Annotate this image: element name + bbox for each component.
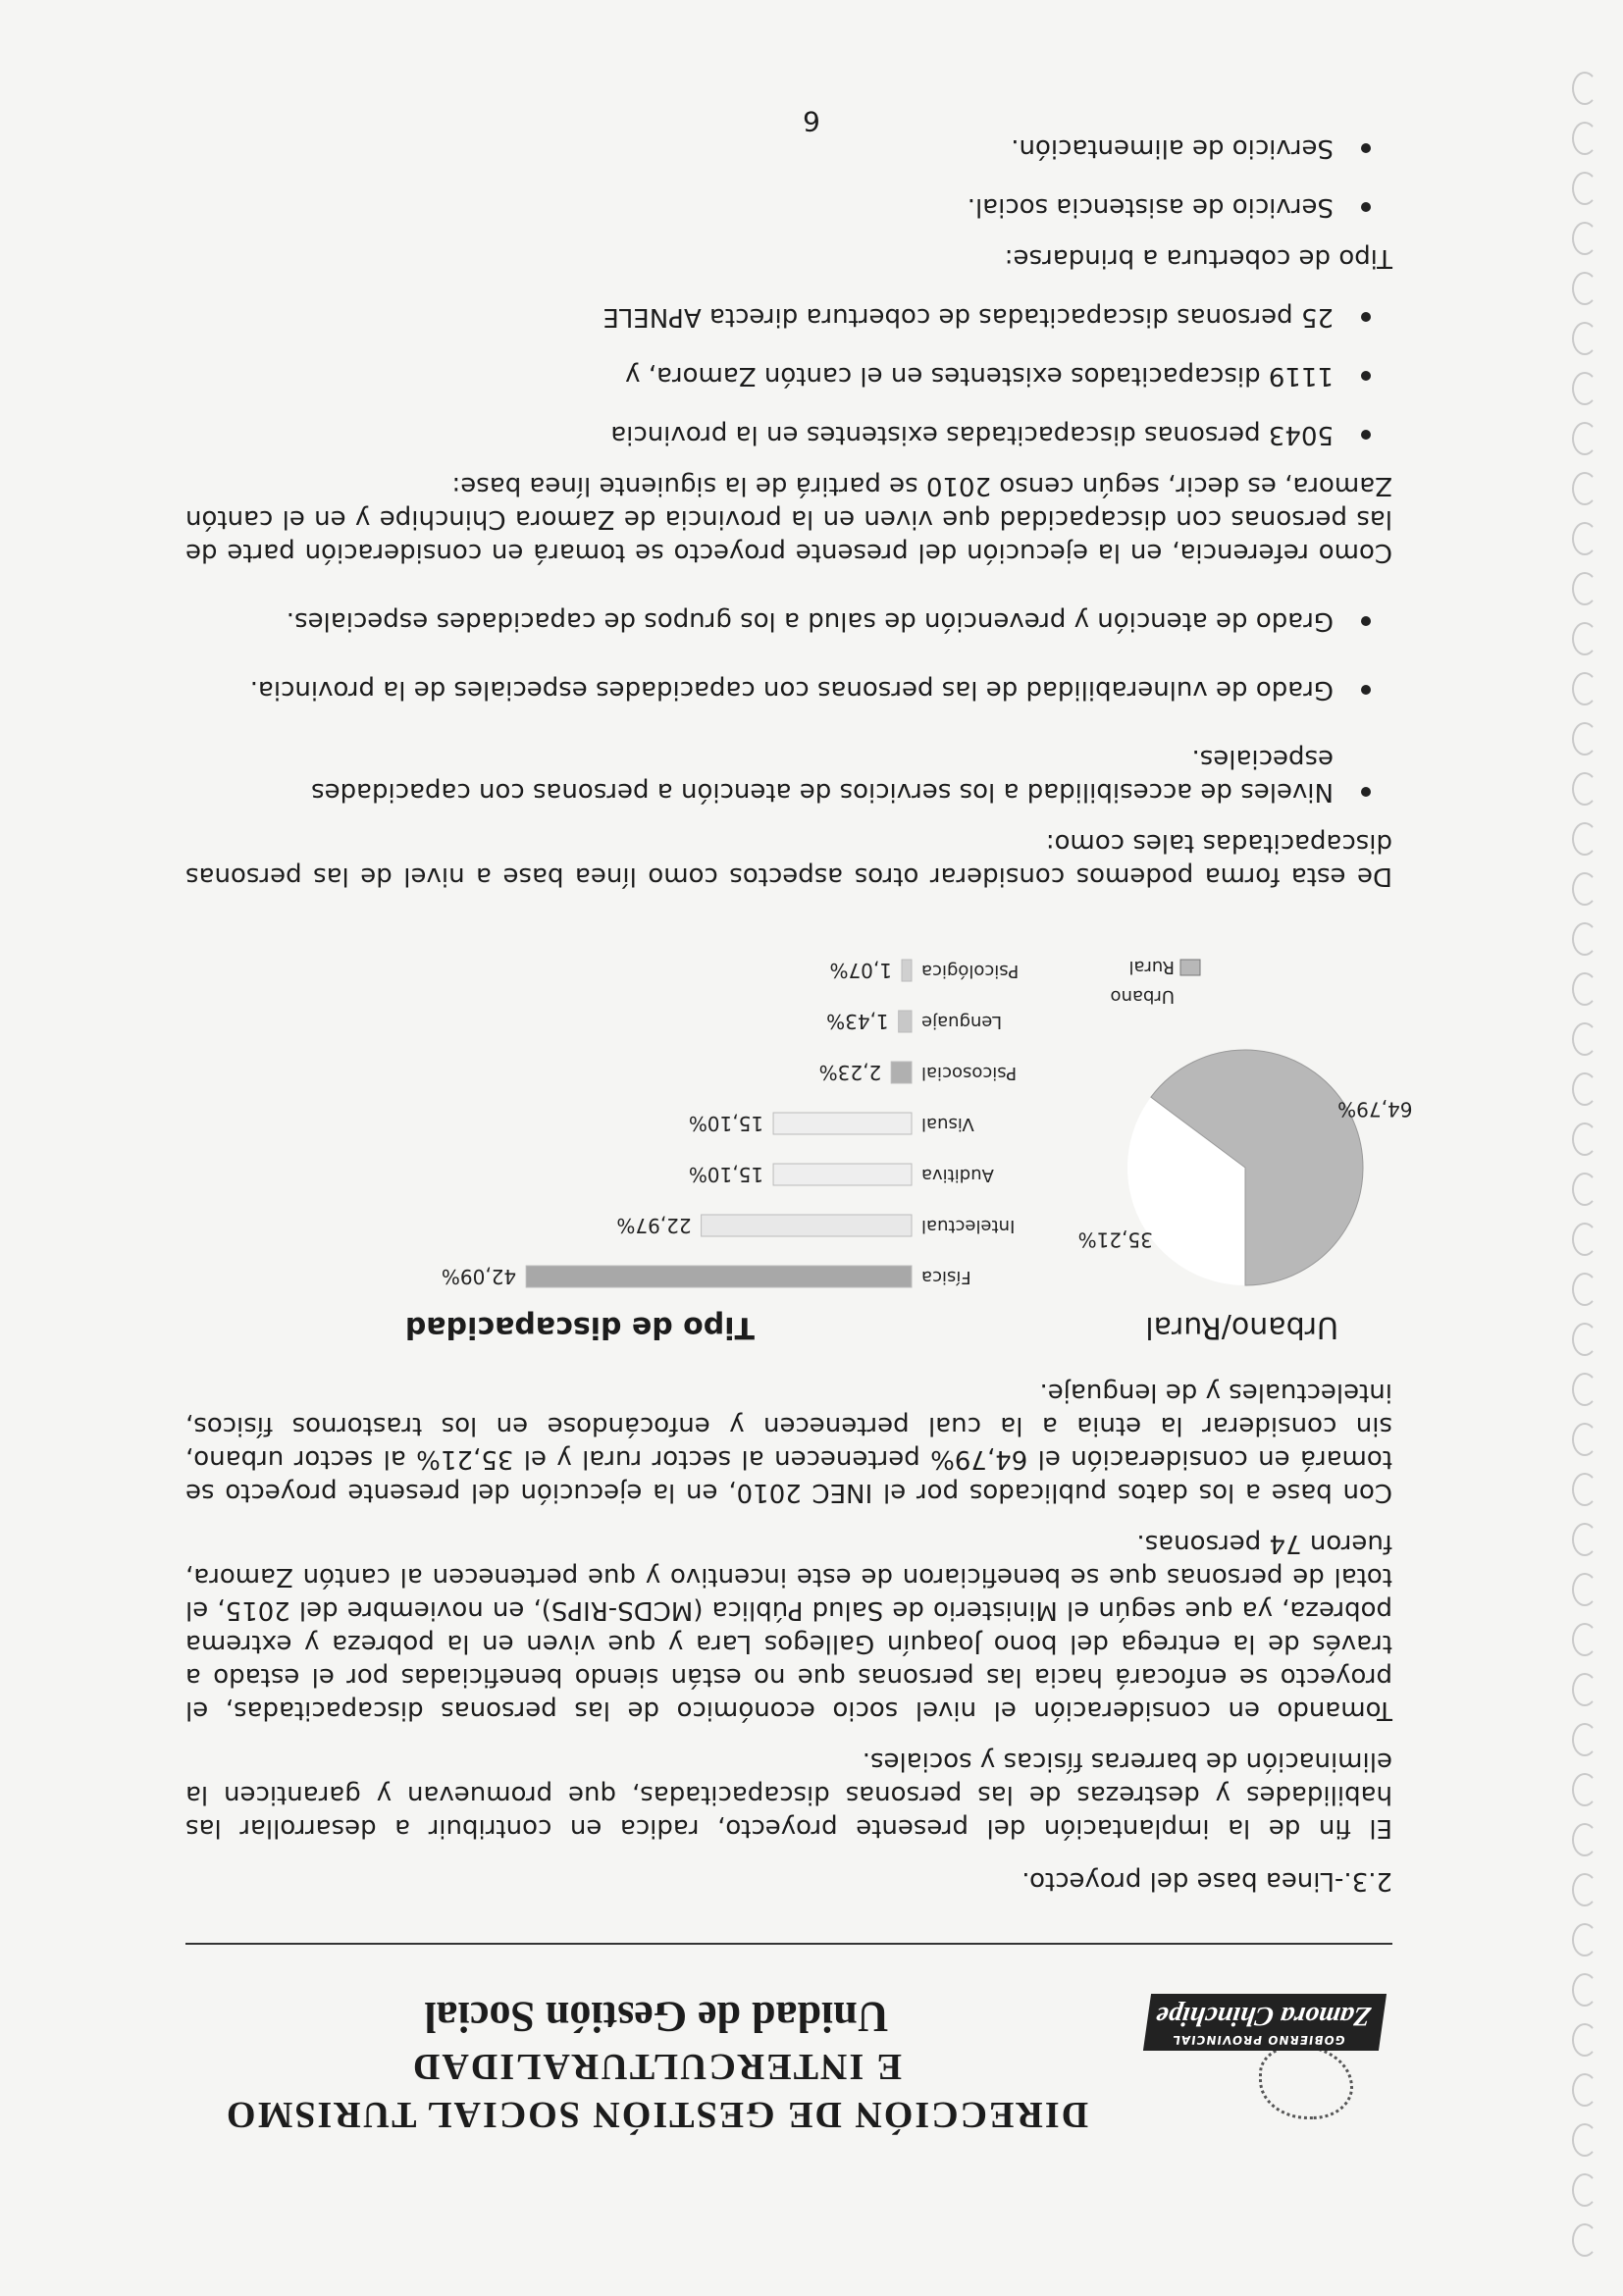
- section-title: 2.3.-Linea base del proyecto.: [1021, 1866, 1392, 1896]
- spiral-binding: [1566, 39, 1605, 2257]
- binding-hole: [1572, 772, 1597, 806]
- binding-hole: [1572, 1723, 1597, 1756]
- coverage-list: [185, 131, 1392, 224]
- binding-hole: [1572, 1573, 1597, 1606]
- list-item-text: 1119 discapacitados existentes en el cantón Zamora, y: [625, 361, 1334, 391]
- bullet-icon: [1361, 430, 1371, 440]
- letterhead-title: [185, 1990, 1127, 2139]
- binding-hole: [1572, 522, 1597, 555]
- list-item: [185, 673, 1392, 706]
- binding-hole: [1572, 872, 1597, 906]
- bar-value-label: 42,09%: [441, 1265, 517, 1288]
- list-item-text: 5043 personas discapacitadas existentes en la provincia: [610, 420, 1334, 449]
- bar-value-label: 22,97%: [616, 1214, 692, 1237]
- binding-hole: [1572, 1923, 1597, 1957]
- binding-hole: [1572, 622, 1597, 655]
- logo-small-text: GOBIERNO PROVINCIAL: [1171, 2033, 1346, 2047]
- binding-hole: [1572, 222, 1597, 255]
- list-item: [185, 359, 1392, 392]
- binding-hole: [1572, 1823, 1597, 1856]
- bullet-icon: [1361, 787, 1371, 797]
- letterhead-line-2: E INTERCULTURALIDAD: [410, 2046, 903, 2087]
- bar-category-label: Física: [921, 1267, 971, 1287]
- bar-category-label: Intelectual: [921, 1216, 1016, 1236]
- list-item-text: Grado de atención y prevención de salud a los grupos de capacidades especiales.: [286, 606, 1334, 636]
- binding-hole: [1572, 1773, 1597, 1806]
- bar-value-label: 1,07%: [829, 959, 893, 982]
- letterhead: [185, 1933, 1392, 2139]
- bullet-icon: [1361, 685, 1371, 695]
- binding-hole: [1572, 1072, 1597, 1106]
- paragraph-reference: Como referencia, en la ejecución del presente proyecto se tomará en consideración parte de las personas con discapacidad que viven en la provincia de Zamora Chinchipe y en el cantón Zamora, es decir, según censo 2010 se partirá de la siguiente línea base:: [185, 471, 1392, 567]
- binding-hole: [1572, 1373, 1597, 1406]
- binding-hole: [1572, 722, 1597, 756]
- paragraph-inec-data: Con base a los datos publicados por el INEC 2010, en la ejecución del presente proyecto se tomará en consideración el 64,79% pertenecen al sector rural y el 35,21% al sector urbano, sin considerar la etnia a la cual pertenecen y enfocándose en los trastornos físicos, intelectuales y de lenguaje.: [185, 1378, 1392, 1507]
- pie-chart-panel: [1069, 922, 1413, 1344]
- bar-category-label: Psicosocial: [921, 1063, 1018, 1083]
- list-item: [185, 418, 1392, 451]
- bar-value-label: 15,10%: [688, 1112, 764, 1135]
- bar-value-label: 2,23%: [818, 1061, 882, 1084]
- binding-hole: [1572, 672, 1597, 705]
- logo-emblem-icon: [1259, 2045, 1353, 2119]
- binding-hole: [1572, 472, 1597, 505]
- binding-hole: [1572, 972, 1597, 1006]
- page-number: 6: [803, 105, 820, 137]
- binding-hole: [1572, 2223, 1597, 2257]
- binding-hole: [1572, 2023, 1597, 2057]
- bar-category-label: Visual: [921, 1114, 974, 1134]
- list-item: [185, 742, 1392, 809]
- list-item-text: Niveles de accesibilidad a los servicios de atención a personas con capacidades especiales.: [311, 744, 1334, 807]
- list-item-text: Servicio de asistencia social.: [967, 192, 1334, 222]
- paragraph-socioeconomic: Tomando en consideración el nivel socio económico de las personas discapacitadas, el proyecto se enfocará hacia las personas que no están siendo beneficiadas por el estado a través de la entrega del bono Joaquín Gallegos Lara y que viven en la pobreza y extrema pobreza, ya que según el Ministerio de Salud Pública (MCDS-RIPS), en noviembre del 2015, el total de personas que se beneficiaron de este incentivo y que pertenecen al cantón Zamora, fueron 74 personas.: [185, 1529, 1392, 1725]
- bullet-icon: [1361, 202, 1371, 212]
- paragraph-coverage: Tipo de cobertura a brindarse:: [1004, 243, 1392, 273]
- paragraph-other-aspects: De esta forma podemos considerar otros aspectos como línea base a nivel de las personas discapacitadas tales como:: [185, 828, 1392, 891]
- binding-hole: [1572, 1523, 1597, 1556]
- pie-chart-title: Urbano/Rural: [1145, 1310, 1338, 1344]
- binding-hole: [1572, 1022, 1597, 1056]
- binding-hole: [1572, 2123, 1597, 2157]
- bar-física: [526, 1266, 912, 1287]
- binding-hole: [1572, 1273, 1597, 1306]
- bar-value-label: 1,43%: [826, 1010, 889, 1033]
- pie-value-label: 35,21%: [1077, 1227, 1153, 1252]
- bar-category-label: Psicológica: [921, 961, 1020, 981]
- binding-hole: [1572, 422, 1597, 455]
- list-item-text: Grado de vulnerabilidad de las personas con capacidades especiales de la provincia.: [249, 675, 1334, 704]
- bar-psicológica: [902, 960, 912, 981]
- bar-intelectual: [702, 1215, 912, 1236]
- bar-value-label: 15,10%: [688, 1163, 764, 1186]
- bar-visual: [773, 1113, 912, 1134]
- binding-hole: [1572, 822, 1597, 856]
- binding-hole: [1572, 72, 1597, 105]
- list-item-text: Servicio de alimentación.: [1011, 133, 1334, 163]
- binding-hole: [1572, 1623, 1597, 1656]
- binding-hole: [1572, 2073, 1597, 2107]
- bar-chart-title: Tipo de discapacidad: [404, 1310, 755, 1344]
- binding-hole: [1572, 1122, 1597, 1156]
- binding-hole: [1572, 1973, 1597, 2007]
- binding-hole: [1572, 572, 1597, 605]
- letterhead-line-1: DIRECCIÓN DE GESTIÓN SOCIAL TURISMO: [224, 2094, 1089, 2135]
- bullet-icon: [1361, 143, 1371, 153]
- header-rule: [185, 1943, 1392, 1945]
- binding-hole: [1572, 1323, 1597, 1356]
- charts-figure: [185, 922, 1413, 1344]
- bar-category-label: Auditiva: [921, 1165, 994, 1185]
- logo-big-text: Zamora Chinchipe: [1153, 2001, 1373, 2031]
- binding-hole: [1572, 272, 1597, 305]
- legend-label: Urbano: [1110, 986, 1175, 1007]
- binding-hole: [1572, 1173, 1597, 1206]
- binding-hole: [1572, 322, 1597, 355]
- legend-swatch-rural: [1180, 960, 1200, 975]
- logo-banner: [1143, 1994, 1387, 2051]
- list-item: [185, 604, 1392, 638]
- bullet-icon: [1361, 616, 1371, 626]
- list-item: [185, 190, 1392, 224]
- pie-chart: [1069, 922, 1413, 1295]
- bar-chart: [185, 922, 1049, 1305]
- binding-hole: [1572, 1223, 1597, 1256]
- bar-category-label: Lenguaje: [921, 1012, 1003, 1032]
- legend-label: Rural: [1128, 957, 1175, 977]
- binding-hole: [1572, 2173, 1597, 2207]
- list-item: [185, 300, 1392, 334]
- bullet-icon: [1361, 312, 1371, 322]
- binding-hole: [1572, 172, 1597, 205]
- binding-hole: [1572, 1873, 1597, 1906]
- bar-auditiva: [773, 1164, 912, 1185]
- list-item-text: 25 personas discapacitadas de cobertura directa APNELE: [602, 302, 1334, 332]
- binding-hole: [1572, 1473, 1597, 1506]
- binding-hole: [1572, 1423, 1597, 1456]
- paragraph-purpose: El fin de la implantación del presente proyecto, radica en contribuir a desarrollar las habilidades y destrezas de las personas discapacitadas, que promuevan y garanticen la eliminación de barreras físicas y sociales.: [185, 1747, 1392, 1843]
- bar-chart-panel: [185, 922, 1049, 1344]
- binding-hole: [1572, 922, 1597, 956]
- binding-hole: [1572, 1673, 1597, 1706]
- bar-lenguaje: [899, 1011, 912, 1032]
- provincial-logo: [1147, 1972, 1392, 2119]
- binding-hole: [1572, 372, 1597, 405]
- letterhead-line-3: Unidad de Gestión Social: [424, 1993, 889, 2041]
- aspects-list: [185, 604, 1392, 809]
- pie-value-label: 64,79%: [1337, 1097, 1413, 1122]
- bar-psicosocial: [891, 1062, 912, 1083]
- bullet-icon: [1361, 371, 1371, 381]
- page-content: [185, 106, 1413, 2139]
- baseline-list: [185, 300, 1392, 451]
